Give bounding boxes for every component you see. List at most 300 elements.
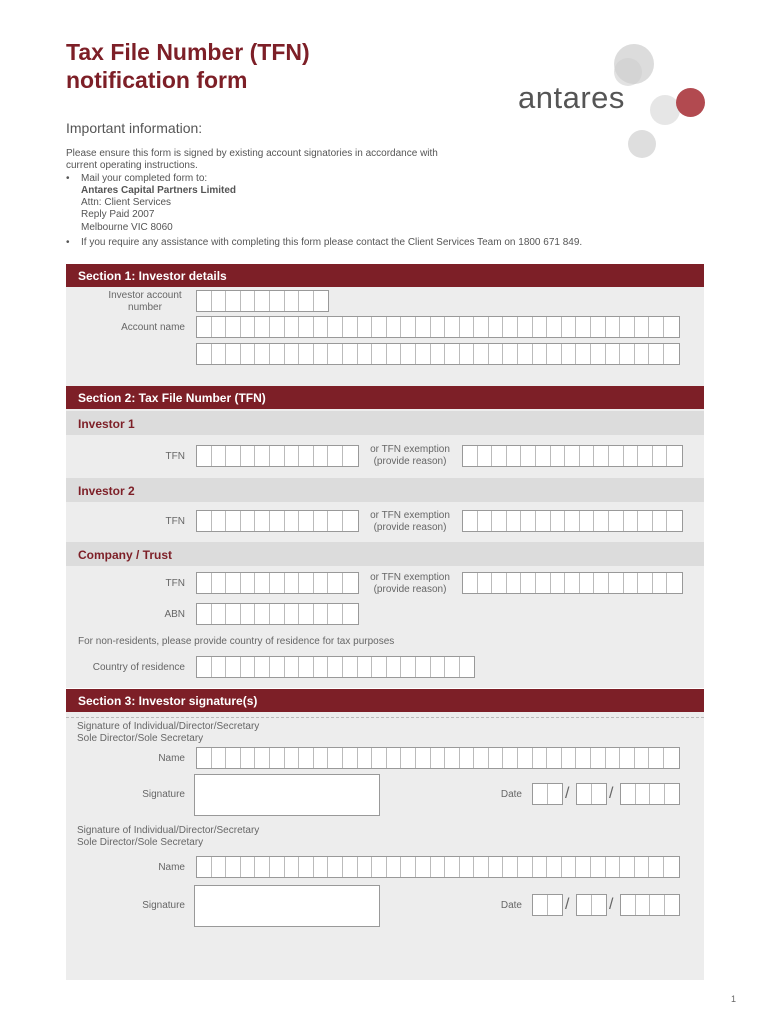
investor2-exemption-label-l2: (provide reason) <box>373 522 447 533</box>
char-cell[interactable] <box>492 511 507 531</box>
char-cell[interactable] <box>314 344 329 364</box>
char-cell[interactable] <box>548 784 563 804</box>
char-cell[interactable] <box>665 895 680 915</box>
form-title-line1: Tax File Number (TFN) <box>66 39 310 65</box>
char-cell[interactable] <box>343 857 358 877</box>
char-cell[interactable] <box>460 317 475 337</box>
char-cell[interactable] <box>212 857 227 877</box>
char-cell[interactable] <box>197 604 212 624</box>
char-cell[interactable] <box>226 446 241 466</box>
char-cell[interactable] <box>460 857 475 877</box>
char-cell[interactable] <box>372 344 387 364</box>
char-cell[interactable] <box>474 317 489 337</box>
char-cell[interactable] <box>299 446 314 466</box>
char-cell[interactable] <box>285 511 300 531</box>
char-cell[interactable] <box>241 657 256 677</box>
char-cell[interactable] <box>565 446 580 466</box>
char-cell[interactable] <box>212 511 227 531</box>
char-cell[interactable] <box>285 446 300 466</box>
char-cell[interactable] <box>577 895 592 915</box>
char-cell[interactable] <box>197 446 212 466</box>
char-cell[interactable] <box>212 748 227 768</box>
char-cell[interactable] <box>594 446 609 466</box>
char-cell[interactable] <box>562 344 577 364</box>
char-cell[interactable] <box>606 857 621 877</box>
char-cell[interactable] <box>606 317 621 337</box>
char-cell[interactable] <box>503 344 518 364</box>
char-cell[interactable] <box>503 748 518 768</box>
char-cell[interactable] <box>372 857 387 877</box>
char-cell[interactable] <box>226 511 241 531</box>
char-cell[interactable] <box>562 317 577 337</box>
char-cell[interactable] <box>401 657 416 677</box>
char-cell[interactable] <box>299 344 314 364</box>
char-cell[interactable] <box>492 446 507 466</box>
char-cell[interactable] <box>667 446 682 466</box>
char-cell[interactable] <box>241 317 256 337</box>
char-cell[interactable] <box>463 446 478 466</box>
company-tfn-input[interactable] <box>196 572 359 594</box>
char-cell[interactable] <box>255 573 270 593</box>
char-cell[interactable] <box>255 291 270 311</box>
char-cell[interactable] <box>226 657 241 677</box>
char-cell[interactable] <box>621 895 636 915</box>
char-cell[interactable] <box>562 748 577 768</box>
signatory1-role-l1: Signature of Individual/Director/Secretary <box>77 721 260 732</box>
char-cell[interactable] <box>328 748 343 768</box>
investor2-tfn-label: TFN <box>165 516 185 527</box>
char-cell[interactable] <box>474 748 489 768</box>
char-cell[interactable] <box>478 573 493 593</box>
char-cell[interactable] <box>197 511 212 531</box>
char-cell[interactable] <box>664 317 679 337</box>
char-cell[interactable] <box>620 344 635 364</box>
char-cell[interactable] <box>533 895 548 915</box>
char-cell[interactable] <box>547 748 562 768</box>
char-cell[interactable] <box>197 573 212 593</box>
char-cell[interactable] <box>521 573 536 593</box>
char-cell[interactable] <box>255 511 270 531</box>
char-cell[interactable] <box>343 657 358 677</box>
char-cell[interactable] <box>606 748 621 768</box>
char-cell[interactable] <box>653 511 668 531</box>
char-cell[interactable] <box>592 784 607 804</box>
char-cell[interactable] <box>314 291 329 311</box>
char-cell[interactable] <box>212 317 227 337</box>
signatory2-date-slash2: / <box>609 896 614 913</box>
char-cell[interactable] <box>594 511 609 531</box>
char-cell[interactable] <box>270 291 285 311</box>
char-cell[interactable] <box>664 344 679 364</box>
char-cell[interactable] <box>638 573 653 593</box>
char-cell[interactable] <box>460 657 475 677</box>
char-cell[interactable] <box>299 604 314 624</box>
char-cell[interactable] <box>518 344 533 364</box>
char-cell[interactable] <box>416 317 431 337</box>
char-cell[interactable] <box>445 857 460 877</box>
char-cell[interactable] <box>255 317 270 337</box>
char-cell[interactable] <box>226 317 241 337</box>
char-cell[interactable] <box>212 291 227 311</box>
char-cell[interactable] <box>580 573 595 593</box>
char-cell[interactable] <box>285 604 300 624</box>
char-cell[interactable] <box>445 748 460 768</box>
company-exemption-input[interactable] <box>462 572 683 594</box>
char-cell[interactable] <box>285 748 300 768</box>
char-cell[interactable] <box>653 573 668 593</box>
char-cell[interactable] <box>507 511 522 531</box>
char-cell[interactable] <box>592 895 607 915</box>
char-cell[interactable] <box>649 857 664 877</box>
char-cell[interactable] <box>489 748 504 768</box>
char-cell[interactable] <box>255 657 270 677</box>
char-cell[interactable] <box>638 511 653 531</box>
char-cell[interactable] <box>624 446 639 466</box>
char-cell[interactable] <box>328 657 343 677</box>
signatory2-date-year[interactable] <box>620 894 680 916</box>
char-cell[interactable] <box>521 511 536 531</box>
char-cell[interactable] <box>270 446 285 466</box>
signatory1-date-year[interactable] <box>620 783 680 805</box>
char-cell[interactable] <box>212 344 227 364</box>
char-cell[interactable] <box>478 446 493 466</box>
char-cell[interactable] <box>565 511 580 531</box>
char-cell[interactable] <box>314 748 329 768</box>
char-cell[interactable] <box>503 317 518 337</box>
char-cell[interactable] <box>649 317 664 337</box>
char-cell[interactable] <box>285 857 300 877</box>
char-cell[interactable] <box>580 511 595 531</box>
char-cell[interactable] <box>358 748 373 768</box>
char-cell[interactable] <box>328 344 343 364</box>
char-cell[interactable] <box>226 573 241 593</box>
char-cell[interactable] <box>667 511 682 531</box>
char-cell[interactable] <box>565 573 580 593</box>
signatory1-date-month[interactable] <box>576 783 607 805</box>
char-cell[interactable] <box>387 344 402 364</box>
char-cell[interactable] <box>431 344 446 364</box>
char-cell[interactable] <box>536 511 551 531</box>
char-cell[interactable] <box>358 344 373 364</box>
char-cell[interactable] <box>562 857 577 877</box>
char-cell[interactable] <box>416 857 431 877</box>
char-cell[interactable] <box>241 857 256 877</box>
account-name-input-1[interactable] <box>196 316 680 338</box>
char-cell[interactable] <box>197 657 212 677</box>
char-cell[interactable] <box>609 573 624 593</box>
char-cell[interactable] <box>591 857 606 877</box>
char-cell[interactable] <box>387 857 402 877</box>
char-cell[interactable] <box>650 895 665 915</box>
char-cell[interactable] <box>507 573 522 593</box>
signatory2-date-month[interactable] <box>576 894 607 916</box>
char-cell[interactable] <box>463 511 478 531</box>
account-number-input[interactable] <box>196 290 329 312</box>
char-cell[interactable] <box>489 317 504 337</box>
char-cell[interactable] <box>314 573 329 593</box>
char-cell[interactable] <box>358 857 373 877</box>
char-cell[interactable] <box>620 317 635 337</box>
char-cell[interactable] <box>664 857 679 877</box>
char-cell[interactable] <box>226 344 241 364</box>
char-cell[interactable] <box>387 317 402 337</box>
char-cell[interactable] <box>226 291 241 311</box>
char-cell[interactable] <box>241 344 256 364</box>
char-cell[interactable] <box>518 748 533 768</box>
char-cell[interactable] <box>314 604 329 624</box>
char-cell[interactable] <box>431 857 446 877</box>
char-cell[interactable] <box>636 784 651 804</box>
char-cell[interactable] <box>478 511 493 531</box>
char-cell[interactable] <box>197 857 212 877</box>
char-cell[interactable] <box>518 857 533 877</box>
char-cell[interactable] <box>241 604 256 624</box>
signatory1-name-input[interactable] <box>196 747 680 769</box>
char-cell[interactable] <box>226 748 241 768</box>
char-cell[interactable] <box>521 446 536 466</box>
char-cell[interactable] <box>358 657 373 677</box>
char-cell[interactable] <box>460 344 475 364</box>
char-cell[interactable] <box>551 573 566 593</box>
char-cell[interactable] <box>649 748 664 768</box>
char-cell[interactable] <box>591 344 606 364</box>
char-cell[interactable] <box>548 895 563 915</box>
char-cell[interactable] <box>536 573 551 593</box>
char-cell[interactable] <box>649 344 664 364</box>
char-cell[interactable] <box>431 748 446 768</box>
char-cell[interactable] <box>635 317 650 337</box>
char-cell[interactable] <box>667 573 682 593</box>
char-cell[interactable] <box>241 573 256 593</box>
char-cell[interactable] <box>580 446 595 466</box>
investor1-exemption-label <box>360 444 460 468</box>
char-cell[interactable] <box>445 657 460 677</box>
char-cell[interactable] <box>489 344 504 364</box>
char-cell[interactable] <box>358 317 373 337</box>
char-cell[interactable] <box>463 573 478 593</box>
signatory2-date-day[interactable] <box>532 894 563 916</box>
char-cell[interactable] <box>551 511 566 531</box>
char-cell[interactable] <box>328 604 343 624</box>
char-cell[interactable] <box>489 857 504 877</box>
char-cell[interactable] <box>576 317 591 337</box>
char-cell[interactable] <box>636 895 651 915</box>
char-cell[interactable] <box>372 317 387 337</box>
char-cell[interactable] <box>474 344 489 364</box>
address-line3: Melbourne VIC 8060 <box>81 222 173 233</box>
char-cell[interactable] <box>445 344 460 364</box>
char-cell[interactable] <box>416 344 431 364</box>
char-cell[interactable] <box>431 317 446 337</box>
char-cell[interactable] <box>533 317 548 337</box>
char-cell[interactable] <box>314 511 329 531</box>
char-cell[interactable] <box>226 604 241 624</box>
char-cell[interactable] <box>285 657 300 677</box>
char-cell[interactable] <box>606 344 621 364</box>
char-cell[interactable] <box>547 857 562 877</box>
char-cell[interactable] <box>416 748 431 768</box>
char-cell[interactable] <box>299 573 314 593</box>
char-cell[interactable] <box>270 317 285 337</box>
char-cell[interactable] <box>620 748 635 768</box>
signatory2-date-slash1: / <box>565 896 570 913</box>
char-cell[interactable] <box>343 446 358 466</box>
char-cell[interactable] <box>343 748 358 768</box>
char-cell[interactable] <box>299 291 314 311</box>
char-cell[interactable] <box>241 748 256 768</box>
char-cell[interactable] <box>401 857 416 877</box>
char-cell[interactable] <box>328 857 343 877</box>
char-cell[interactable] <box>621 784 636 804</box>
char-cell[interactable] <box>533 857 548 877</box>
char-cell[interactable] <box>536 446 551 466</box>
char-cell[interactable] <box>255 748 270 768</box>
char-cell[interactable] <box>507 446 522 466</box>
signatory1-signature-box[interactable] <box>194 774 380 816</box>
char-cell[interactable] <box>285 573 300 593</box>
char-cell[interactable] <box>431 657 446 677</box>
char-cell[interactable] <box>328 446 343 466</box>
account-name-input-2[interactable] <box>196 343 680 365</box>
char-cell[interactable] <box>638 446 653 466</box>
char-cell[interactable] <box>299 317 314 337</box>
signatory1-signature-label: Signature <box>142 789 185 800</box>
char-cell[interactable] <box>314 657 329 677</box>
char-cell[interactable] <box>197 317 212 337</box>
abn-input[interactable] <box>196 603 359 625</box>
char-cell[interactable] <box>650 784 665 804</box>
char-cell[interactable] <box>416 657 431 677</box>
char-cell[interactable] <box>624 573 639 593</box>
char-cell[interactable] <box>594 573 609 593</box>
investor1-exemption-input[interactable] <box>462 445 683 467</box>
signatory2-name-input[interactable] <box>196 856 680 878</box>
char-cell[interactable] <box>401 748 416 768</box>
char-cell[interactable] <box>241 446 256 466</box>
char-cell[interactable] <box>212 604 227 624</box>
char-cell[interactable] <box>591 748 606 768</box>
char-cell[interactable] <box>401 344 416 364</box>
char-cell[interactable] <box>226 857 241 877</box>
char-cell[interactable] <box>328 511 343 531</box>
char-cell[interactable] <box>299 657 314 677</box>
char-cell[interactable] <box>270 573 285 593</box>
char-cell[interactable] <box>653 446 668 466</box>
char-cell[interactable] <box>241 511 256 531</box>
char-cell[interactable] <box>343 344 358 364</box>
char-cell[interactable] <box>285 317 300 337</box>
char-cell[interactable] <box>255 857 270 877</box>
char-cell[interactable] <box>314 857 329 877</box>
char-cell[interactable] <box>270 857 285 877</box>
char-cell[interactable] <box>533 748 548 768</box>
char-cell[interactable] <box>270 604 285 624</box>
char-cell[interactable] <box>533 344 548 364</box>
char-cell[interactable] <box>328 317 343 337</box>
char-cell[interactable] <box>635 857 650 877</box>
char-cell[interactable] <box>343 604 358 624</box>
signatory2-signature-box[interactable] <box>194 885 380 927</box>
char-cell[interactable] <box>212 657 227 677</box>
signatory2-name-label: Name <box>158 862 185 873</box>
char-cell[interactable] <box>591 317 606 337</box>
intro-line2: current operating instructions. <box>66 160 198 171</box>
char-cell[interactable] <box>212 446 227 466</box>
char-cell[interactable] <box>372 657 387 677</box>
char-cell[interactable] <box>197 344 212 364</box>
char-cell[interactable] <box>401 317 416 337</box>
char-cell[interactable] <box>343 511 358 531</box>
country-input[interactable] <box>196 656 475 678</box>
char-cell[interactable] <box>343 317 358 337</box>
char-cell[interactable] <box>299 857 314 877</box>
investor1-tfn-input[interactable] <box>196 445 359 467</box>
char-cell[interactable] <box>372 748 387 768</box>
char-cell[interactable] <box>270 511 285 531</box>
char-cell[interactable] <box>299 511 314 531</box>
char-cell[interactable] <box>664 748 679 768</box>
char-cell[interactable] <box>533 784 548 804</box>
char-cell[interactable] <box>255 604 270 624</box>
char-cell[interactable] <box>299 748 314 768</box>
investor2-tfn-input[interactable] <box>196 510 359 532</box>
char-cell[interactable] <box>547 344 562 364</box>
investor2-exemption-label-l1: or TFN exemption <box>370 510 450 521</box>
char-cell[interactable] <box>270 344 285 364</box>
char-cell[interactable] <box>314 317 329 337</box>
char-cell[interactable] <box>576 344 591 364</box>
char-cell[interactable] <box>460 748 475 768</box>
char-cell[interactable] <box>620 857 635 877</box>
char-cell[interactable] <box>609 511 624 531</box>
char-cell[interactable] <box>241 291 256 311</box>
char-cell[interactable] <box>635 748 650 768</box>
char-cell[interactable] <box>551 446 566 466</box>
signatory1-date-slash1: / <box>565 785 570 802</box>
char-cell[interactable] <box>547 317 562 337</box>
char-cell[interactable] <box>285 291 300 311</box>
char-cell[interactable] <box>577 784 592 804</box>
char-cell[interactable] <box>387 748 402 768</box>
char-cell[interactable] <box>665 784 680 804</box>
char-cell[interactable] <box>474 857 489 877</box>
char-cell[interactable] <box>609 446 624 466</box>
char-cell[interactable] <box>212 573 227 593</box>
char-cell[interactable] <box>314 446 329 466</box>
char-cell[interactable] <box>576 857 591 877</box>
char-cell[interactable] <box>255 446 270 466</box>
char-cell[interactable] <box>270 748 285 768</box>
char-cell[interactable] <box>635 344 650 364</box>
char-cell[interactable] <box>445 317 460 337</box>
char-cell[interactable] <box>197 291 212 311</box>
char-cell[interactable] <box>576 748 591 768</box>
char-cell[interactable] <box>503 857 518 877</box>
char-cell[interactable] <box>387 657 402 677</box>
char-cell[interactable] <box>492 573 507 593</box>
signatory1-date-day[interactable] <box>532 783 563 805</box>
char-cell[interactable] <box>624 511 639 531</box>
company-exemption-label <box>360 572 460 596</box>
char-cell[interactable] <box>343 573 358 593</box>
char-cell[interactable] <box>197 748 212 768</box>
char-cell[interactable] <box>255 344 270 364</box>
investor2-exemption-input[interactable] <box>462 510 683 532</box>
char-cell[interactable] <box>328 573 343 593</box>
char-cell[interactable] <box>270 657 285 677</box>
char-cell[interactable] <box>285 344 300 364</box>
char-cell[interactable] <box>518 317 533 337</box>
